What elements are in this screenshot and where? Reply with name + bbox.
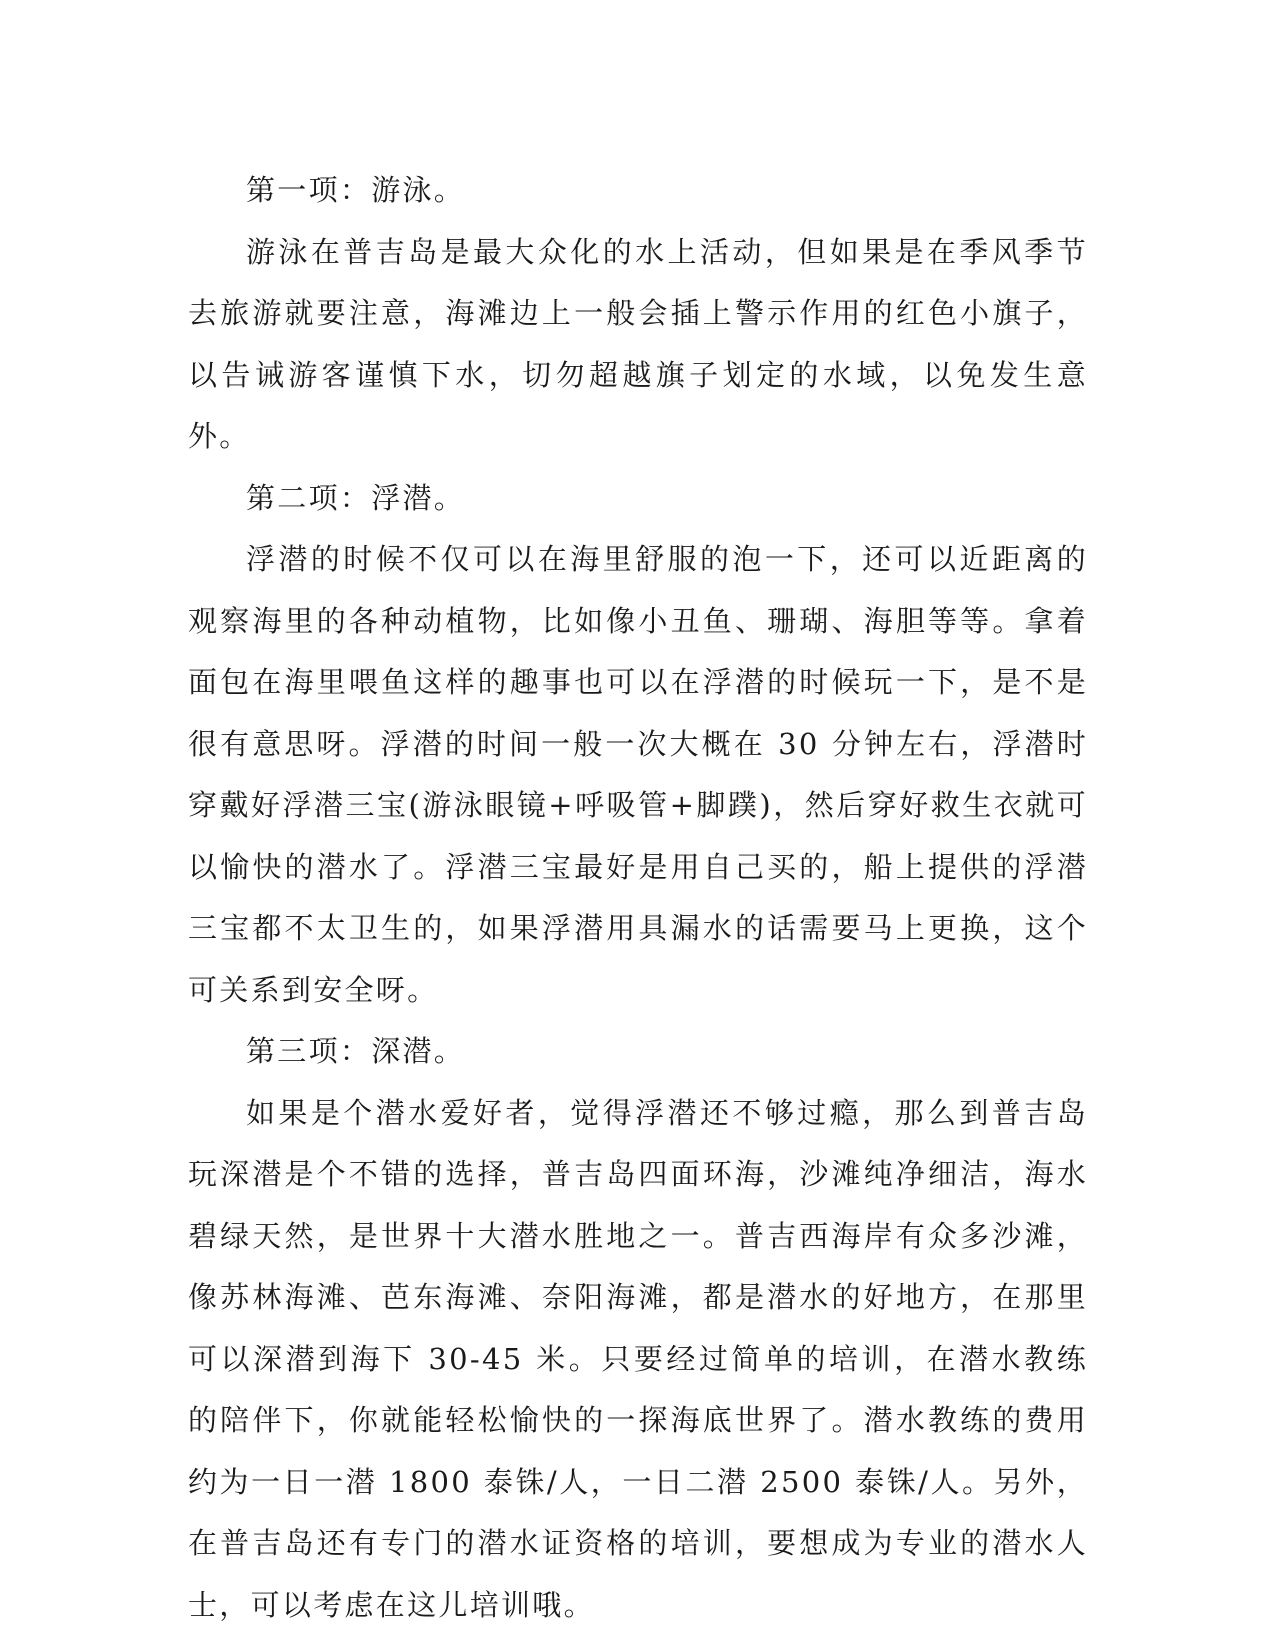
heading-deep-diving: 第三项：深潜。 xyxy=(246,1034,466,1068)
document-body xyxy=(188,160,1088,1636)
heading-snorkeling: 第二项：浮潜。 xyxy=(246,480,466,515)
paragraph-deep-diving: 如果是个潜水爱好者，觉得浮潜还不够过瘾，那么到普吉岛玩深潜是个不错的选择，普吉岛四面环海，沙滩纯净细洁，海水碧绿天然，是世界十大潜水胜地之一。普吉西海岸有众多沙滩，像苏林海滩、芭东海滩、奈阳海滩，都是潜水的好地方，在那里可以深潜到海下 30-45 米。只要经过简单的培训，在潜水教练的陪伴下，你就能轻松愉快的一探海底世界了。潜水教练的费用约为一日一潜 1800 泰铢/人，一日二潜 2500 泰铢/人。另外，在普吉岛还有专门的潜水证资格的培训，要想成为专业的潜水人士，可以考虑在这儿培训哦。 xyxy=(188,1095,1088,1622)
paragraph-swimming: 游泳在普吉岛是最大众化的水上活动，但如果是在季风季节去旅游就要注意，海滩边上一般会插上警示作用的红色小旗子，以告诫游客谨慎下水，切勿超越旗子划定的水域，以免发生意外。 xyxy=(188,234,1088,453)
heading-swimming: 第一项：游泳。 xyxy=(246,173,466,207)
paragraph-snorkeling: 浮潜的时候不仅可以在海里舒服的泡一下，还可以近距离的观察海里的各种动植物，比如像小丑鱼、珊瑚、海胆等等。拿着面包在海里喂鱼这样的趣事也可以在浮潜的时候玩一下，是不是很有意思呀。浮潜的时间一般一次大概在 30 分钟左右，浮潜时穿戴好浮潜三宝(游泳眼镜+呼吸管+脚蹼)，然后穿好救生衣就可以愉快的潜水了。浮潜三宝最好是用自己买的，船上提供的浮潜三宝都不太卫生的，如果浮潜用具漏水的话需要马上更换，这个可关系到安全呀。 xyxy=(188,542,1088,1007)
